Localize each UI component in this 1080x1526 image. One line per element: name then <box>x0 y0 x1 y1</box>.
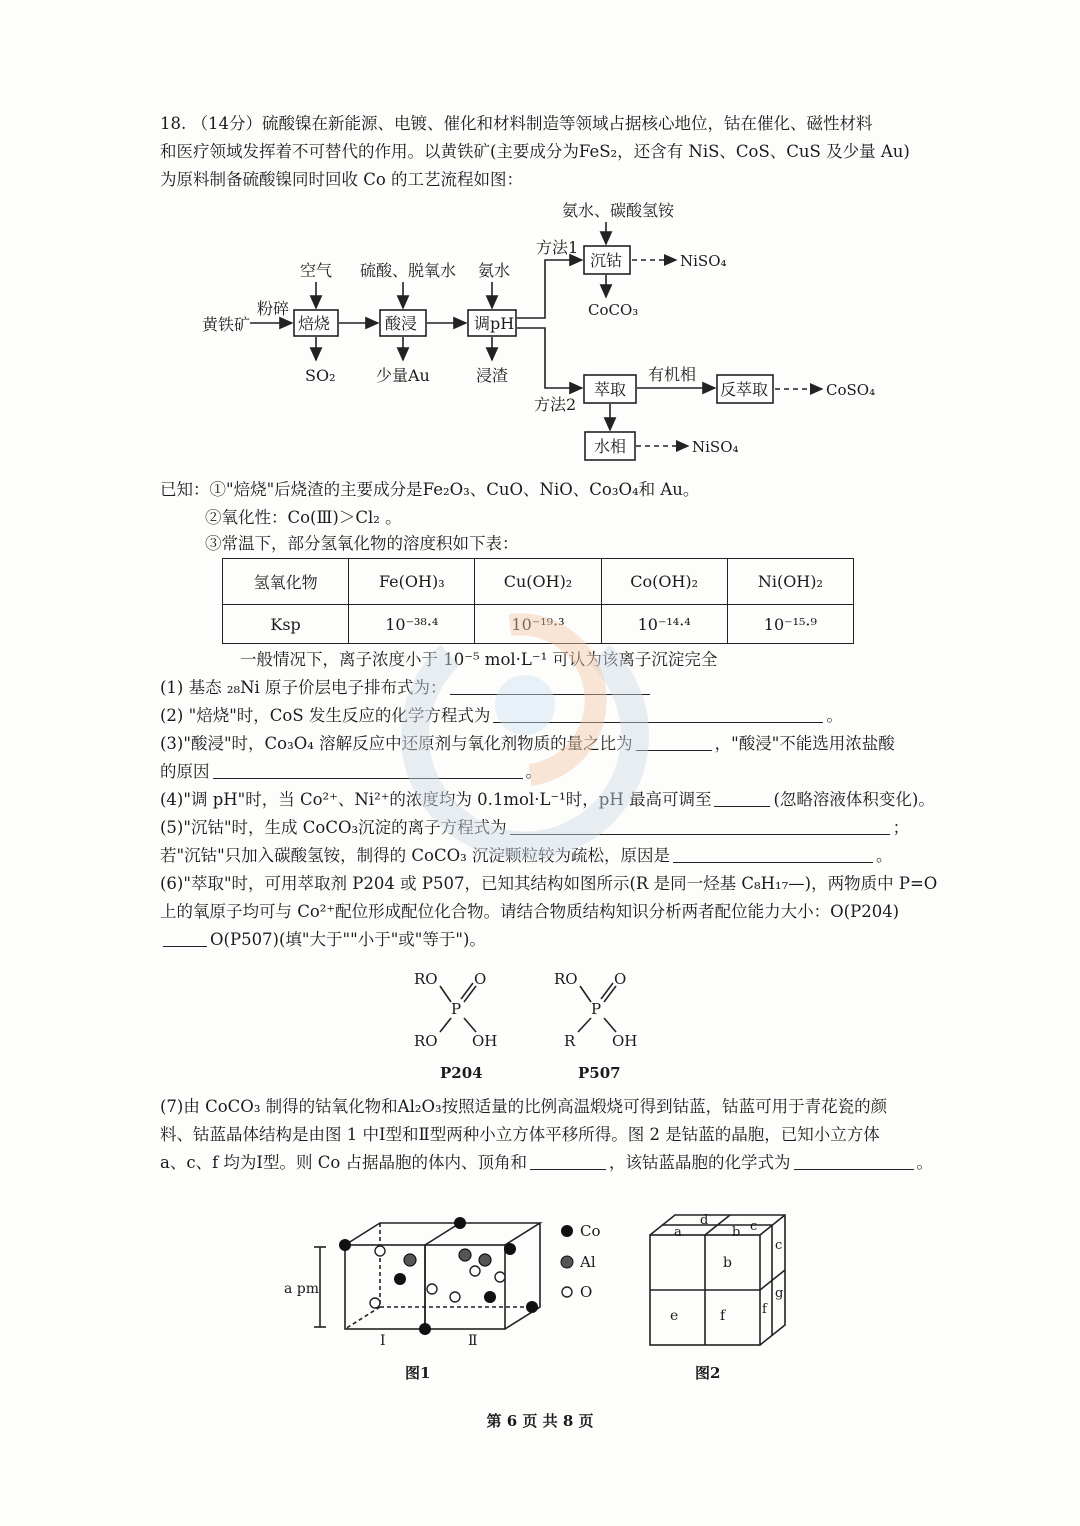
fig2-caption: 图2 <box>695 1364 721 1382</box>
p507-r: R <box>564 1032 576 1050</box>
q7-text-a: (7)由 CoCO₃ 制得的钴氧化物和Al₂O₃按照适量的比例高温煅烧可得到钴蓝，钴蓝可用于青花瓷的颜 <box>160 1097 888 1116</box>
flow-extract: 萃取 <box>594 380 627 399</box>
flow-back-extract: 反萃取 <box>720 380 769 399</box>
p204-p: P <box>451 1000 462 1018</box>
p204-structure <box>414 970 497 1082</box>
exam-page: 18. （14分）硫酸镍在新能源、电镀、催化和材料制造等领域占据核心地位，钴在催化、磁性材料 和医疗领域发挥着不可替代的作用。以黄铁矿(主要成分为FeS₂，还含有 NiS、CoS、CuS 及少量 Au) 为原料制备硫酸镍同时回收 Co 的工艺流程如图： 黄铁矿 粉碎 焙烧 空气 SO₂ 酸浸 硫酸、脱氧水 少量Au 调pH 氨水 浸渣 方法1 方法2 氨水、碳酸氢铵 沉钴 NiSO₄ CoCO₃ 萃取 有机相 反萃取 CoSO₄ 水相 NiSO₄ 已知：①"焙烧"后烧渣的主要成分是Fe₂O₃、CuO、NiO、Co₃O₄和 Au。 ②氧化性：Co(Ⅲ)＞Cl₂ 。 ③常温下，部分氢氧化物的溶度积如下表： 氢氧化物 Fe(OH)₃ Cu(OH)₂ Co(OH)₂ Ni(OH)₂ Ksp 10⁻³⁸·⁴ 10⁻¹⁹·³ 10⁻¹⁴·⁴ 10⁻¹⁵·⁹ 一般情况下，离子浓度小于 10⁻⁵ mol·L⁻¹ 可认为该离子沉淀完全 (1) 基态 ₂₈Ni 原子价层电子排布式为： (2) "焙烧"时，CoS 发生反应的化学方程式为 。 (3)"酸浸"时，Co₃O₄ 溶解反应中还原剂与氧化剂物质的量之比为 ，"酸浸"不能选用浓盐酸 的原因 。 (4)"调 pH"时，当 Co²⁺、Ni²⁺的浓度均为 0.1mol·L⁻¹时，pH 最高可调至 (忽略溶液体积变化)。 (5)"沉钴"时，生成 CoCO₃沉淀的离子方程式为 ； 若"沉钴"只加入碳酸氢铵，制得的 CoCO₃ 沉淀颗粒较为疏松，原因是 。 (6)"萃取"时，可用萃取剂 P204 或 P507，已知其结构如图所示(R 是同一烃基 C₈H₁₇—)，两物质中 P=O 上的氧原子均可与 Co²⁺配位形成配位化合物。请结合物质结构知识分析两者配位能力大小：O(P204) O(P507)(填"大于""小于"或"等于")。 RO O P RO OH P204 RO O P R OH P507 (7)由 CoCO₃ 制得的钴氧化物和Al₂O₃按照适量的比例高温煅烧可得到钴蓝，钴蓝可用于青花瓷的颜 料、钴蓝晶体结构是由图 1 中Ⅰ型和Ⅱ型两种小立方体平移所得。图 2 是钴蓝的晶胞，已知小立方体 a、c、f 均为Ⅰ型。则 Co 占据晶胞的体内、顶角和 ，该钴蓝晶胞的化学式为 。 a pm Ⅰ Ⅱ Co Al O 图1 a b c d b c e f f g 图2 第 6 页 共 8 页 <box>0 0 1080 1526</box>
q7-formula-blank[interactable] <box>794 1153 914 1170</box>
q2-answer-blank[interactable] <box>493 706 823 723</box>
fig2-label-a: a <box>674 1225 682 1240</box>
flow-coso4: CoSO₄ <box>826 381 876 399</box>
q7-text-d: ，该钴蓝晶胞的化学式为 <box>609 1153 791 1172</box>
q3-text-b: ，"酸浸"不能选用浓盐酸 <box>714 734 895 753</box>
p204-ro-top: RO <box>414 970 438 988</box>
figure-2-unit-cell <box>640 1205 800 1355</box>
p507-structure <box>554 970 637 1082</box>
p507-ro-top: RO <box>554 970 578 988</box>
ksp-header-cell: Co(OH)₂ <box>601 559 727 605</box>
q4-text-a: (4)"调 pH"时，当 Co²⁺、Ni²⁺的浓度均为 0.1mol·L⁻¹时，pH 最高可调至 <box>160 790 712 809</box>
flow-ore: 黄铁矿 <box>202 315 251 334</box>
flow-ammonia: 氨水 <box>478 261 511 280</box>
flow-co-precip: 沉钴 <box>590 251 623 270</box>
fig2-label-f-side: f <box>762 1302 767 1317</box>
flow-method2: 方法2 <box>534 395 577 414</box>
question-stem-line-2: 和医疗领域发挥着不可替代的作用。以黄铁矿(主要成分为FeS₂，还含有 NiS、CoS、CuS 及少量 Au) <box>160 142 910 161</box>
q3-reason-blank[interactable] <box>213 762 523 779</box>
fig2-label-g: g <box>775 1286 784 1301</box>
q6-text-a: (6)"萃取"时，可用萃取剂 P204 或 P507，已知其结构如图所示(R 是同一烃基 C₈H₁₇—)，两物质中 P=O <box>160 874 938 893</box>
fig2-label-d: d <box>700 1213 709 1228</box>
p204-ro-bottom: RO <box>414 1032 438 1050</box>
ksp-header-cell: 氢氧化物 <box>223 559 349 605</box>
flow-niso4-b: NiSO₄ <box>692 438 739 456</box>
q5-text-b: 若"沉钴"只加入碳酸氢铵，制得的 CoCO₃ 沉淀颗粒较为疏松，原因是 <box>160 846 670 865</box>
flow-aqueous: 水相 <box>594 437 627 456</box>
fig2-label-c-top: c <box>750 1219 758 1234</box>
question-stem-line-1: 18. （14分）硫酸镍在新能源、电镀、催化和材料制造等领域占据核心地位，钴在催化、磁性材料 <box>160 114 873 133</box>
precipitation-note: 一般情况下，离子浓度小于 10⁻⁵ mol·L⁻¹ 可认为该离子沉淀完全 <box>240 650 718 669</box>
q4-ph-blank[interactable] <box>714 790 770 807</box>
fig1-type-2: Ⅱ <box>468 1333 478 1349</box>
known-1: 已知：①"焙烧"后烧渣的主要成分是Fe₂O₃、CuO、NiO、Co₃O₄和 Au。 <box>160 480 700 499</box>
ksp-table-header-row <box>223 559 854 605</box>
p507-name: P507 <box>578 1064 621 1082</box>
ksp-value-cell: 10⁻¹⁹·³ <box>475 605 601 644</box>
flow-coco3: CoCO₃ <box>588 301 639 319</box>
q7-text-c: a、c、f 均为Ⅰ型。则 Co 占据晶胞的体内、顶角和 <box>160 1153 527 1172</box>
flow-grind: 粉碎 <box>257 299 290 318</box>
q6-text-b: 上的氧原子均可与 Co²⁺配位形成配位化合物。请结合物质结构知识分析两者配位能力大小：O(P204) <box>160 902 900 921</box>
fig2-label-b-front: b <box>723 1255 732 1271</box>
ksp-table <box>222 558 854 644</box>
fig2-label-b-top: b <box>732 1225 741 1240</box>
q6-answer-blank[interactable] <box>163 930 207 947</box>
flow-au: 少量Au <box>376 366 430 385</box>
ksp-value-cell: Ksp <box>223 605 349 644</box>
p204-oh: OH <box>472 1032 498 1050</box>
ksp-header-cell: Cu(OH)₂ <box>475 559 601 605</box>
fig2-label-c-side: c <box>775 1238 783 1253</box>
q7-position-blank[interactable] <box>530 1153 606 1170</box>
ksp-value-cell: 10⁻³⁸·⁴ <box>349 605 475 644</box>
figure-1-cubes <box>280 1205 620 1395</box>
flow-niso4-a: NiSO₄ <box>680 252 727 270</box>
q4-text-b: (忽略溶液体积变化)。 <box>773 790 935 809</box>
flow-air: 空气 <box>300 261 333 280</box>
p204-name: P204 <box>440 1064 483 1082</box>
flow-residue: 浸渣 <box>476 366 509 385</box>
flow-so2: SO₂ <box>305 366 336 385</box>
q3-text-a: (3)"酸浸"时，Co₃O₄ 溶解反应中还原剂与氧化剂物质的量之比为 <box>160 734 633 753</box>
known-3: ③常温下，部分氢氧化物的溶度积如下表： <box>205 534 519 553</box>
q5-reason-blank[interactable] <box>673 846 873 863</box>
q1-answer-blank[interactable] <box>450 678 650 695</box>
p507-oh: OH <box>612 1032 638 1050</box>
fig1-edge-label: a pm <box>284 1281 320 1297</box>
flow-co-precip-reagent: 氨水、碳酸氢铵 <box>562 201 675 220</box>
q1-text: (1) 基态 ₂₈Ni 原子价层电子排布式为： <box>160 678 447 697</box>
ksp-table-value-row <box>223 605 854 644</box>
question-stem-line-3: 为原料制备硫酸镍同时回收 Co 的工艺流程如图： <box>160 170 524 189</box>
known-2: ②氧化性：Co(Ⅲ)＞Cl₂ 。 <box>205 508 402 527</box>
legend-al: Al <box>580 1253 596 1271</box>
flow-roast: 焙烧 <box>298 314 331 333</box>
q5-text-a: (5)"沉钴"时，生成 CoCO₃沉淀的离子方程式为 <box>160 818 507 837</box>
p204-o: O <box>474 970 487 988</box>
q5-equation-blank[interactable] <box>510 818 890 835</box>
q7-text-b: 料、钴蓝晶体结构是由图 1 中Ⅰ型和Ⅱ型两种小立方体平移所得。图 2 是钴蓝的晶胞，已知小立方体 <box>160 1125 880 1144</box>
flow-acid-reagent: 硫酸、脱氧水 <box>360 261 457 280</box>
ksp-value-cell: 10⁻¹⁴·⁴ <box>601 605 727 644</box>
ksp-header-cell: Fe(OH)₃ <box>349 559 475 605</box>
q3-ratio-blank[interactable] <box>636 734 712 751</box>
p507-p: P <box>591 1000 602 1018</box>
q3-text-c: 的原因 <box>160 762 210 781</box>
extractant-structures <box>380 960 680 1085</box>
legend-co: Co <box>580 1222 601 1240</box>
fig1-caption: 图1 <box>405 1364 431 1382</box>
fig1-type-1: Ⅰ <box>380 1333 386 1349</box>
flow-adjust-ph: 调pH <box>474 314 515 333</box>
q6-text-c: O(P507)(填"大于""小于"或"等于")。 <box>210 930 486 949</box>
flow-method1: 方法1 <box>536 238 579 257</box>
legend-o: O <box>580 1283 593 1301</box>
flow-organic: 有机相 <box>648 365 697 384</box>
flow-acid-leach: 酸浸 <box>385 314 418 333</box>
p507-o: O <box>614 970 627 988</box>
fig2-label-f-front: f <box>720 1308 726 1324</box>
page-number: 第 6 页 共 8 页 <box>486 1412 594 1430</box>
q2-text: (2) "焙烧"时，CoS 发生反应的化学方程式为 <box>160 706 491 725</box>
ksp-header-cell: Ni(OH)₂ <box>727 559 853 605</box>
ksp-value-cell: 10⁻¹⁵·⁹ <box>727 605 853 644</box>
process-flow-diagram <box>0 190 1080 470</box>
fig2-label-e: e <box>670 1308 679 1324</box>
